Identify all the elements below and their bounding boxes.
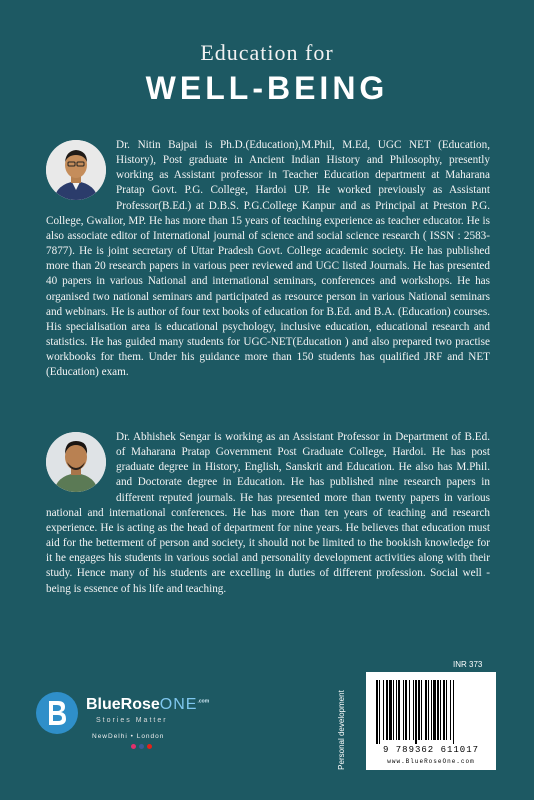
facebook-icon [139, 744, 144, 749]
instagram-icon [131, 744, 136, 749]
social-icons [131, 744, 152, 749]
publisher-name [86, 696, 209, 714]
youtube-icon [147, 744, 152, 749]
author-bio-2-text: Dr. Abhishek Sengar is working as an Assistant Professor in Department of B.Ed. of Maharana Pratap Government Post Graduate College, Hardoi. He has post graduate degree in History, English, Sanskrit and Education. He also has M.Phil. and Doctorate degree in Education. He has published nine research papers in different reputed journals. He has presented more than twenty papers in various national and international conferences. He has more than ten years of teaching and research experience. He is acting as the head of department for nine years. He believes that education must aid for the betterment of person and society, it should not be limited to the bookish knowledge for it he engages his students in various social and personality development activities along with their study. Hence many of his students are excelling in duties of different profession. Social well - being is essence of his life and teaching. [46, 431, 490, 595]
publisher-domain-suffix: .com [197, 698, 210, 705]
isbn-barcode [374, 680, 488, 744]
barcode-box [366, 672, 496, 770]
publisher-name-part2: ONE [159, 696, 198, 713]
publisher-tagline: Stories Matter [96, 717, 168, 724]
publisher-website: www.BlueRoseOne.com [387, 758, 475, 765]
isbn-number: 9 789362 611017 [382, 745, 479, 755]
publisher-logo [36, 690, 226, 750]
genre-text: Personal development [337, 690, 346, 770]
title-line-2: WELL-BEING [145, 70, 389, 106]
price-label: INR 373 [453, 660, 483, 669]
genre-label [337, 690, 359, 770]
publisher-locations: NewDelhi • London [92, 733, 165, 740]
author-bio-1 [46, 138, 490, 381]
author-bio-1-text: Dr. Nitin Bajpai is Ph.D.(Education),M.Phil, M.Ed, UGC NET (Education, History), Post graduate in Ancient Indian History and Philosophy, presently working as Assistant professor in Teacher Education department at Maharana Pratap Govt. P.G. College, Hardoi UP. He worked previously as Assistant Professor(B.Ed.) at D.B.S. P.G.College Kanpur and as Principal at Preston P.G. College, Gwalior, MP. He has more than 15 years of teaching experience as teacher educator. He is also associate editor of International journal of science and social science research ( ISSN : 2583-7877). He is joint secretary of Uttar Pradesh Govt. College academic society. He has published more than 20 research papers in various peer reviewed and UGC listed Journals. He has presented 40 papers in various National and international seminars, conferences and workshops. He has organised two national seminars and participated as resource person in various National seminars and webinars. He is author of four text books of education for B.Ed. and B.A. (Education) courses. His specialisation area is educational psychology, inclusive education, educational research and statistics. He has guided many students for UGC-NET(Education ) and also prepared two practise workbooks for them. Under his guidance more than 150 students has qualified JRF and NET (Education) exam. [46, 139, 490, 379]
author-photo-1-icon [46, 140, 106, 200]
title-line-1: Education for [200, 40, 334, 65]
publisher-b-icon [36, 692, 78, 734]
author-photo-2-icon [46, 432, 106, 492]
publisher-name-part1: BlueRose [86, 696, 160, 713]
author-bio-2 [46, 430, 490, 597]
